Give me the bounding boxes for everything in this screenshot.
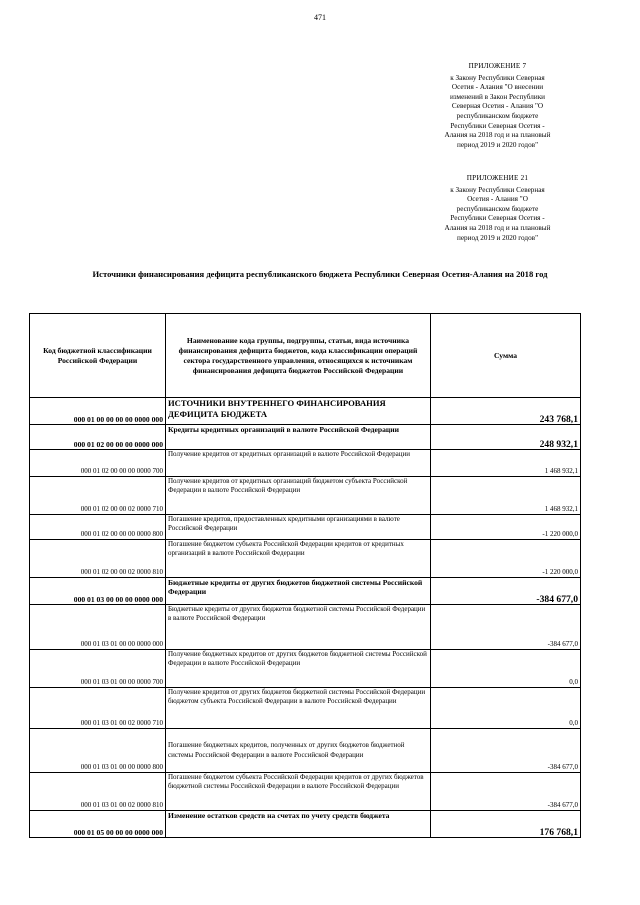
row-code: 000 01 02 00 00 02 0000 710: [30, 477, 166, 515]
row-name: Погашение бюджетных кредитов, полученных от других бюджетов бюджетной системы Российской Федерации в валюте Российской Федерации: [166, 729, 431, 773]
row-sum: -384 677,0: [431, 578, 581, 605]
appendix-line: Осетия - Алания "О: [467, 195, 528, 204]
row-sum: -1 220 000,0: [431, 515, 581, 540]
table-row: [30, 773, 581, 811]
column-header-name: Наименование кода группы, подгруппы, статьи, вида источника финансирования дефицита бюджетов, кода классификации операций сектора государственного управления, относящихся к источникам финансирования дефицита бюджетов Российской Федерации: [166, 314, 431, 398]
appendix-line: к Закону Республики Северная: [450, 73, 545, 82]
row-sum: -384 677,0: [431, 773, 581, 811]
row-sum: 0,0: [431, 688, 581, 729]
row-name: Получение кредитов от кредитных организаций бюджетом субъекта Российской Федерации в валюте Российской Федерации: [166, 477, 431, 515]
row-code: 000 01 03 01 00 02 0000 810: [30, 773, 166, 811]
column-header-code: Код бюджетной классификации Российской Федерации: [30, 314, 166, 398]
row-code: 000 01 02 00 00 00 0000 800: [30, 515, 166, 540]
row-sum: -384 677,0: [431, 729, 581, 773]
row-sum: -1 220 000,0: [431, 540, 581, 578]
row-name: Погашение кредитов, предоставленных кредитными организациями в валюте Российской Федерации: [166, 515, 431, 540]
appendix-line: Алания на 2018 год и на плановый: [444, 131, 551, 140]
appendix-line: Алания на 2018 год и на плановый: [444, 223, 551, 232]
row-sum: -384 677,0: [431, 605, 581, 650]
table-row: [30, 398, 581, 425]
row-name: Погашение бюджетом субъекта Российской Федерации кредитов от кредитных организаций в валюте Российской Федерации: [166, 540, 431, 578]
table-row: [30, 729, 581, 773]
row-sum: 1 468 932,1: [431, 450, 581, 477]
row-code: 000 01 02 00 00 00 0000 700: [30, 450, 166, 477]
row-name: Бюджетные кредиты от других бюджетов бюджетной системы Российской Федерации: [166, 578, 431, 605]
row-code: 000 01 03 00 00 00 0000 000: [30, 578, 166, 605]
row-code: 000 01 03 01 00 00 0000 800: [30, 729, 166, 773]
row-name: Изменение остатков средств на счетах по учету средств бюджета: [166, 811, 431, 838]
table-row: [30, 650, 581, 688]
table-row: [30, 515, 581, 540]
appendix-21-note: [400, 174, 595, 243]
row-sum: 176 768,1: [431, 811, 581, 838]
table-row: [30, 477, 581, 515]
table-row: [30, 605, 581, 650]
table-row: [30, 578, 581, 605]
row-code: 000 01 05 00 00 00 0000 000: [30, 811, 166, 838]
row-name: Погашение бюджетом субъекта Российской Федерации кредитов от других бюджетов бюджетной системы Российской Федерации в валюте Российской Федерации: [166, 773, 431, 811]
appendix-line: Республики Северная Осетия -: [450, 214, 545, 223]
appendix-line: республиканском бюджете: [456, 111, 539, 120]
row-name: Кредиты кредитных организаций в валюте Российской Федерации: [166, 425, 431, 450]
table-row: [30, 450, 581, 477]
table-row: [30, 688, 581, 729]
row-code: 000 01 03 01 00 00 0000 000: [30, 605, 166, 650]
appendix-line: Республики Северная Осетия -: [450, 121, 545, 130]
row-name: ИСТОЧНИКИ ВНУТРЕННЕГО ФИНАНСИРОВАНИЯ ДЕФИЦИТА БЮДЖЕТА: [166, 398, 431, 425]
row-code: 000 01 02 00 00 02 0000 810: [30, 540, 166, 578]
page-number: 471: [314, 13, 326, 22]
row-sum: 248 932,1: [431, 425, 581, 450]
row-code: 000 01 00 00 00 00 0000 000: [30, 398, 166, 425]
row-code: 000 01 03 01 00 02 0000 710: [30, 688, 166, 729]
column-header-sum: Сумма: [431, 314, 581, 398]
row-name: Получение кредитов от других бюджетов бюджетной системы Российской Федерации бюджетом субъекта Российской Федерации в валюте Российской Федерации: [166, 688, 431, 729]
financing-sources-table: [29, 313, 581, 838]
row-name: Бюджетные кредиты от других бюджетов бюджетной системы Российской Федерации в валюте Российской Федерации: [166, 605, 431, 650]
appendix-line: Осетия - Алания "О внесении: [451, 83, 544, 92]
appendix-line: период 2019 и 2020 годов": [456, 233, 539, 242]
table-row: [30, 425, 581, 450]
row-code: 000 01 03 01 00 00 0000 700: [30, 650, 166, 688]
appendix-line: изменений в Закон Республики: [449, 92, 546, 101]
document-title: Источники финансирования дефицита республиканского бюджета Республики Северная Осетия-Алания на 2018 год: [92, 269, 548, 279]
appendix-heading: ПРИЛОЖЕНИЕ 7: [468, 62, 527, 70]
table-header-row: [30, 314, 581, 398]
appendix-line: республиканском бюджете: [456, 204, 539, 213]
appendix-line: Северная Осетия - Алания "О: [451, 102, 544, 111]
table-row: [30, 540, 581, 578]
row-sum: 243 768,1: [431, 398, 581, 425]
row-code: 000 01 02 00 00 00 0000 000: [30, 425, 166, 450]
appendix-7-note: [400, 62, 595, 150]
appendix-line: период 2019 и 2020 годов": [456, 140, 539, 149]
row-name: Получение бюджетных кредитов от других бюджетов бюджетной системы Российской Федерации в валюте Российской Федерации: [166, 650, 431, 688]
appendix-line: к Закону Республики Северная: [450, 185, 545, 194]
row-name: Получение кредитов от кредитных организаций в валюте Российской Федерации: [166, 450, 431, 477]
appendix-heading: ПРИЛОЖЕНИЕ 21: [466, 174, 529, 182]
row-sum: 1 468 932,1: [431, 477, 581, 515]
table-row: [30, 811, 581, 838]
row-sum: 0,0: [431, 650, 581, 688]
